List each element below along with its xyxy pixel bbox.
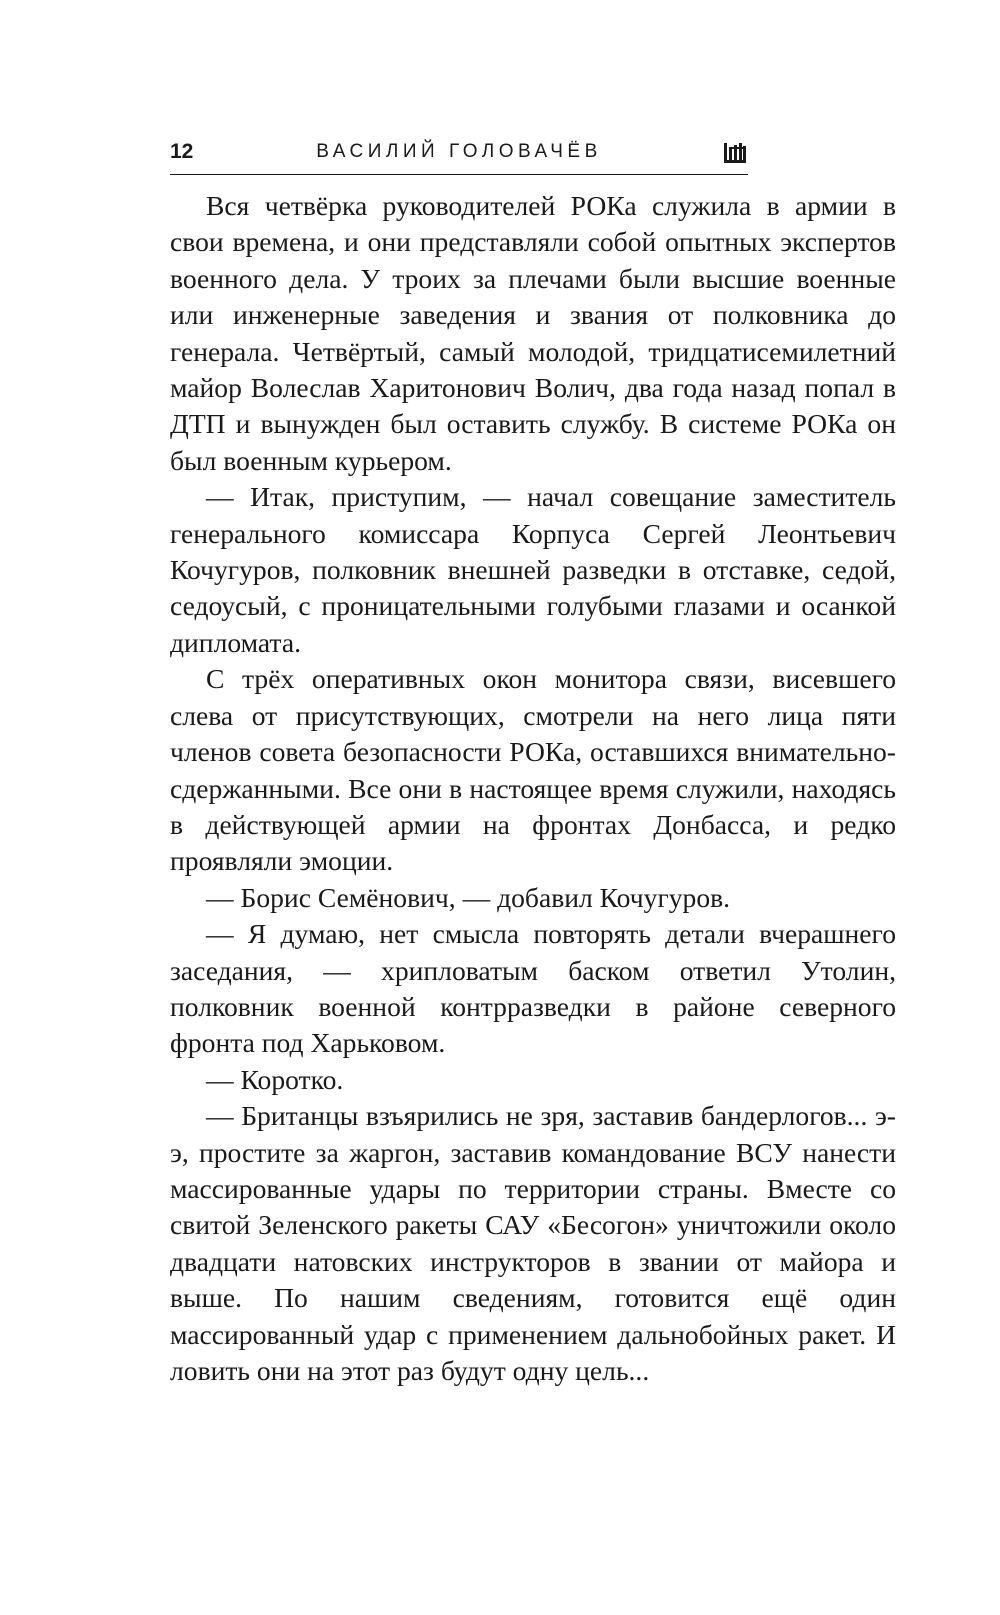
paragraph: — Я думаю, нет смысла повторять детали вчерашнего заседания, — хрипловатым баском ответил Утолин, полковник военной контрразведки в районе северного фронта под Харьковом.	[170, 918, 896, 1059]
paragraph: — Борис Семёнович, — добавил Кочугуров.	[206, 881, 731, 913]
paragraph: — Британцы взъярились не зря, заставив бандерлогов... э-э, простите за жаргон, заставив командование ВСУ нанести массированные удары по территории страны. Вместе со свитой Зеленского ракеты САУ «Бесогон» уничтожили около двадцати натовских инструкторов в звании от майора и выше. По нашим сведениям, готовится ещё один массированный удар с применением дальнобойных ракет. И ловить они на этот раз будут одну цель...	[170, 1100, 896, 1386]
running-head-author: ВАСИЛИЙ ГОЛОВАЧЁВ	[316, 141, 602, 162]
paragraph: — Коротко.	[206, 1063, 344, 1095]
publisher-logo-icon	[724, 143, 746, 163]
paragraph: — Итак, приступим, — начал совещание заместитель генерального комиссара Корпуса Сергей Леонтьевич Кочугуров, полковник внешней разведки в отставке, седой, седоусый, с проницательными голубыми глазами и осанкой дипломата.	[170, 481, 896, 658]
paragraph: С трёх оперативных окон монитора связи, висевшего слева от присутствующих, смотрели на него лица пяти членов совета безопасности РОКа, оставшихся внимательно-сдержанными. Все они в настоящее время служили, находясь в действующей армии на фронтах Донбасса, и редко проявляли эмоции.	[170, 663, 896, 877]
paragraph: Вся четвёрка руководителей РОКа служила в армии в свои времена, и они представляли собой опытных экспертов военного дела. У троих за плечами были высшие военные или инженерные заведения и звания от полковника до генерала. Четвёртый, самый молодой, тридцатисемилетний майор Волеслав Харитонович Волич, два года назад попал в ДТП и вынужден был оставить службу. В системе РОКа он был военным курьером.	[170, 190, 896, 476]
page-header	[170, 138, 748, 175]
page-number: 12	[170, 140, 194, 163]
body-text	[170, 188, 896, 1389]
